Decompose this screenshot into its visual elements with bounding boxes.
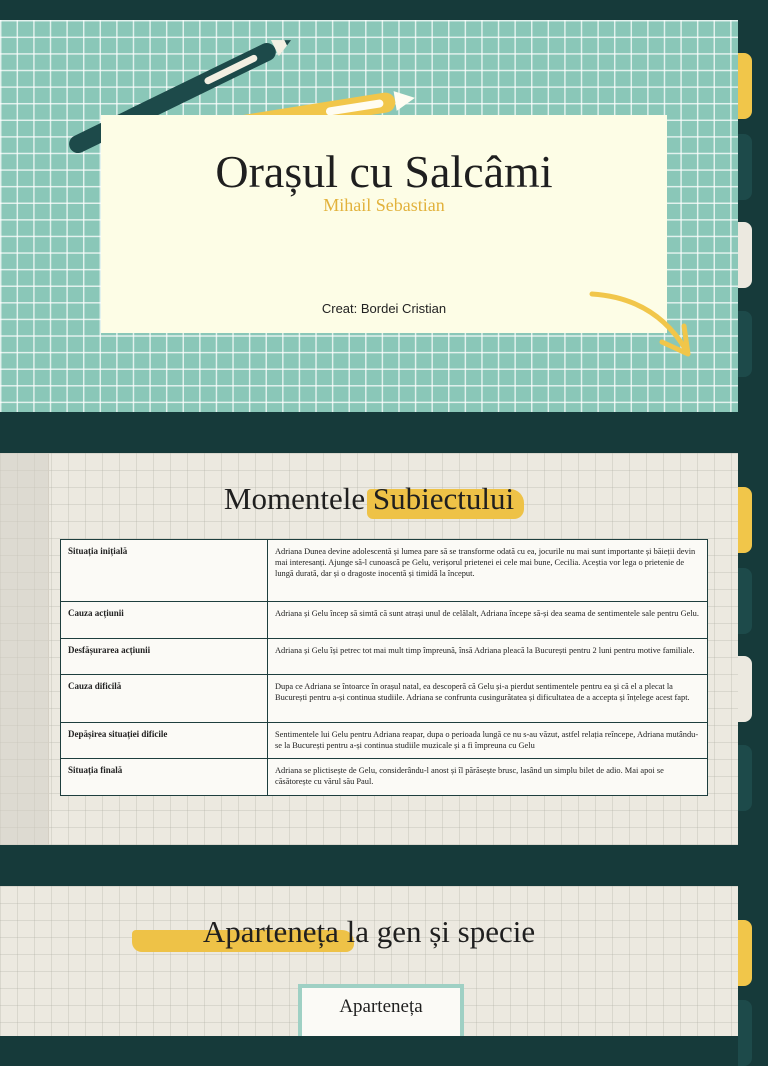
tab-cream-2[interactable] xyxy=(738,656,752,722)
row-text: Adriana Dunea devine adolescentă și lumea pare să se transforme odată cu ea, jocurile nu mai sunt importante și băieții devin mai interesanți. Ajunge să-l cunoască pe Gelu, verișorul prietenei ei cele mai bune, Cecilia. Aceștia vor lega o prietenie de lungă durată, dar și o dragoste inocentă și timidă la început. xyxy=(268,540,708,602)
genre-box: Aparteneța xyxy=(298,984,464,1036)
tab-teal-3[interactable] xyxy=(738,568,752,634)
table-row xyxy=(61,723,708,759)
row-label: Cauza acțiunii xyxy=(61,602,268,639)
heading-highlight: Subiectului xyxy=(372,481,515,516)
title-slide xyxy=(0,20,738,412)
table-row xyxy=(61,675,708,723)
row-label: Depășirea situației dificile xyxy=(61,723,268,759)
moments-heading xyxy=(0,481,738,517)
tab-teal-4[interactable] xyxy=(738,745,752,811)
moments-table xyxy=(60,539,708,796)
row-text: Adriana și Gelu încep să simtă că sunt atrași unul de celălalt, Adriana începe să-și dea seama de sentimentele sale pentru Gelu. xyxy=(268,602,708,639)
tab-yellow-3[interactable] xyxy=(738,920,752,986)
tab-teal-5[interactable] xyxy=(738,1000,752,1066)
row-text: Adriana se plictisește de Gelu, considerându-l anost și îl părăsește brusc, lasând un simplu bilet de adio. Mai apoi se căsătorește cu vărul său Paul. xyxy=(268,759,708,796)
author-name: Mihail Sebastian xyxy=(323,195,445,215)
tab-teal-2[interactable] xyxy=(738,311,752,377)
heading-plain: Momentele xyxy=(223,481,366,516)
table-row xyxy=(61,639,708,675)
heading-highlight: Aparteneța xyxy=(202,914,339,949)
table-row xyxy=(61,759,708,796)
row-label: Situația inițială xyxy=(61,540,268,602)
row-text: Sentimentele lui Gelu pentru Adriana reapar, dupa o perioada lungă ce nu s-au văzut, astfel relația reîncepe, Adriana mutându-se la București pentru a-și continua studiile muzicale și a fi împreuna cu Gelu xyxy=(268,723,708,759)
table-row xyxy=(61,602,708,639)
presentation-title: Orașul cu Salcâmi xyxy=(215,146,553,197)
table-row xyxy=(61,540,708,602)
tab-cream-1[interactable] xyxy=(738,222,752,288)
genre-heading xyxy=(0,914,738,950)
row-text: Dupa ce Adriana se întoarce în orașul natal, ea descoperă că Gelu și-a pierdut sentimentele pentru ea și că el a plecat la București pentru a-și continua studiile. Adriana se confrunta cusingurătatea și dificultatea de a accepta și înțelege acest fapt. xyxy=(268,675,708,723)
title-card xyxy=(101,115,667,333)
row-label: Desfășurarea acțiunii xyxy=(61,639,268,675)
row-text: Adriana și Gelu își petrec tot mai mult timp împreună, însă Adriana pleacă la București pentru 2 luni pentru motive familiale. xyxy=(268,639,708,675)
tab-teal-1[interactable] xyxy=(738,134,752,200)
row-label: Situația finală xyxy=(61,759,268,796)
plot-moments-slide xyxy=(0,453,738,845)
row-label: Cauza dificilă xyxy=(61,675,268,723)
heading-plain: la gen și specie xyxy=(346,914,536,949)
creator-credit: Creat: Bordei Cristian xyxy=(321,301,447,316)
tab-yellow-1[interactable] xyxy=(738,53,752,119)
tab-yellow-2[interactable] xyxy=(738,487,752,553)
genre-slide xyxy=(0,886,738,1036)
